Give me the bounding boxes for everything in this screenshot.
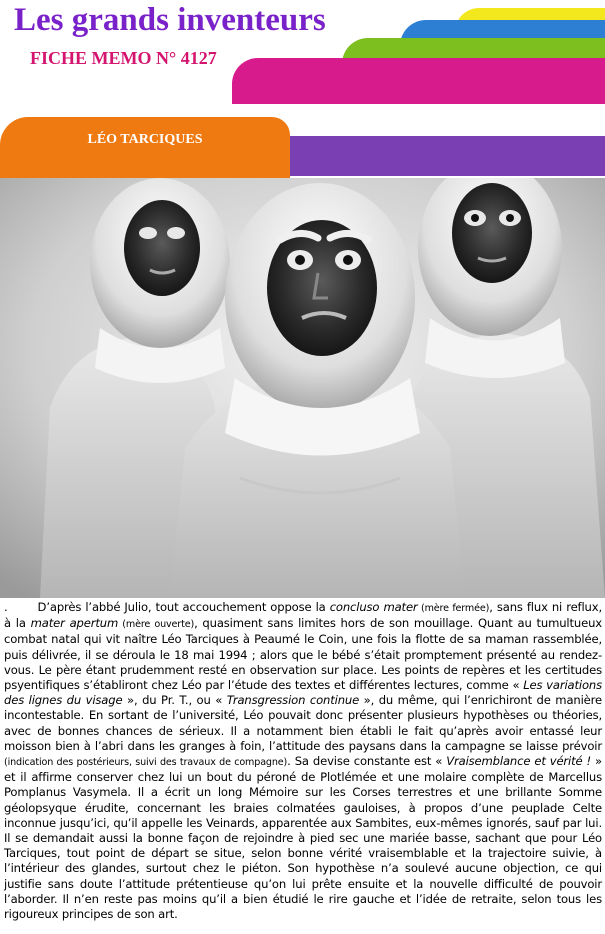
- text-italic: concluso mater: [329, 600, 418, 614]
- header-banner: [0, 0, 605, 178]
- photo-illustration: [0, 178, 605, 598]
- text-run: », du même, qui l’enrichiront de manière incontestable. En sortant de l’université, Léo pouvait donc présenter plusieurs hypothèses ou théories, avec de bonnes chances de sérieux. Il a notamment bien établi le fait qu’après avoir entassé leur moisson bien à l’abri dans les granges à foin, l’attitude des paysans dans la campagne se laisse prévoir: [4, 693, 602, 753]
- text-run: , quasiment sans limites hors de son mouillage. Quant au tumultueux combat natal qui vit naître Léo Tarciques à Peaumé le Coin, une fois la flotte de sa maman rassemblée, puis délivrée, il se déroula le 18 mai 1994 ; alors que le bébé s’était promptement présenté au rendez-vous. Le père étant prudemment resté en observation sur place. Les points de repères et les certitudes psyentifiques s’établiront chez Léo par l’étude des textes et différentes lectures, comme «: [4, 616, 602, 693]
- text-italic: Vraisemblance et vérité !: [446, 754, 592, 769]
- band-purple: [288, 136, 605, 176]
- page-title: Les grands inventeurs: [14, 2, 326, 38]
- text-run: D’après l’abbé Julio, tout accouchement oppose la: [37, 600, 330, 614]
- biography-text: [4, 600, 602, 922]
- text-run: . Sa devise constante est «: [287, 754, 447, 769]
- text-small: (mère ouverte): [118, 619, 195, 631]
- text-small: (mère fermée): [417, 603, 490, 614]
- text-italic: Les variations des lignes du visage: [4, 678, 602, 708]
- text-run: , sans flux ni reflux, à la: [4, 600, 602, 631]
- text-run: », du Pr. T., ou «: [122, 693, 227, 708]
- inventor-name: LÉO TARCIQUES: [87, 132, 203, 147]
- band-magenta: [232, 58, 605, 104]
- text-italic: mater apertum: [30, 616, 119, 631]
- lead-dot: .: [4, 600, 8, 614]
- fiche-number: FICHE MEMO N° 4127: [30, 48, 217, 68]
- text-small: (indication des postérieurs, suivi des travaux de compagne): [4, 757, 288, 769]
- text-run: » et il affirme conserver chez lui un bout du péroné de Plotlémée et une molaire complète de Marcellus Pomplanus Vasymela. Il a écrit un long Mémoire sur les Corses terrestres et une brillante Somme géolopsyque érudite, concernant les braies colmatées gauloises, à propos d’une peuplade Celte inconnue jusqu’ici, qu’il appelle les Veinards, apparentée aux Sambites, eux-mêmes ignorés, sauf par lui. Il se demandait aussi la bonne façon de rejoindre à pied sec une mariée basse, sachant que pour Léo Tarciques, tout point de départ se situe, selon bonne vérité vraisemblable et la trajectoire suivie, à l’intérieur des glandes, surtout chez le piéton. Son hypothèse n’a soulevé aucune objection, ce qui justifie sans doute l’attitude prétentieuse qu’on lui prête ensuite et la nouvelle difficulté de pouvoir l’aborder. Il n’en reste pas moins qu’il a bien étudié le rire gauche et l’idée de retraite, selon tous les rigoureux principes de son art.: [4, 754, 602, 922]
- text-italic: Transgression continue: [226, 693, 360, 708]
- negative-photo: [0, 178, 605, 598]
